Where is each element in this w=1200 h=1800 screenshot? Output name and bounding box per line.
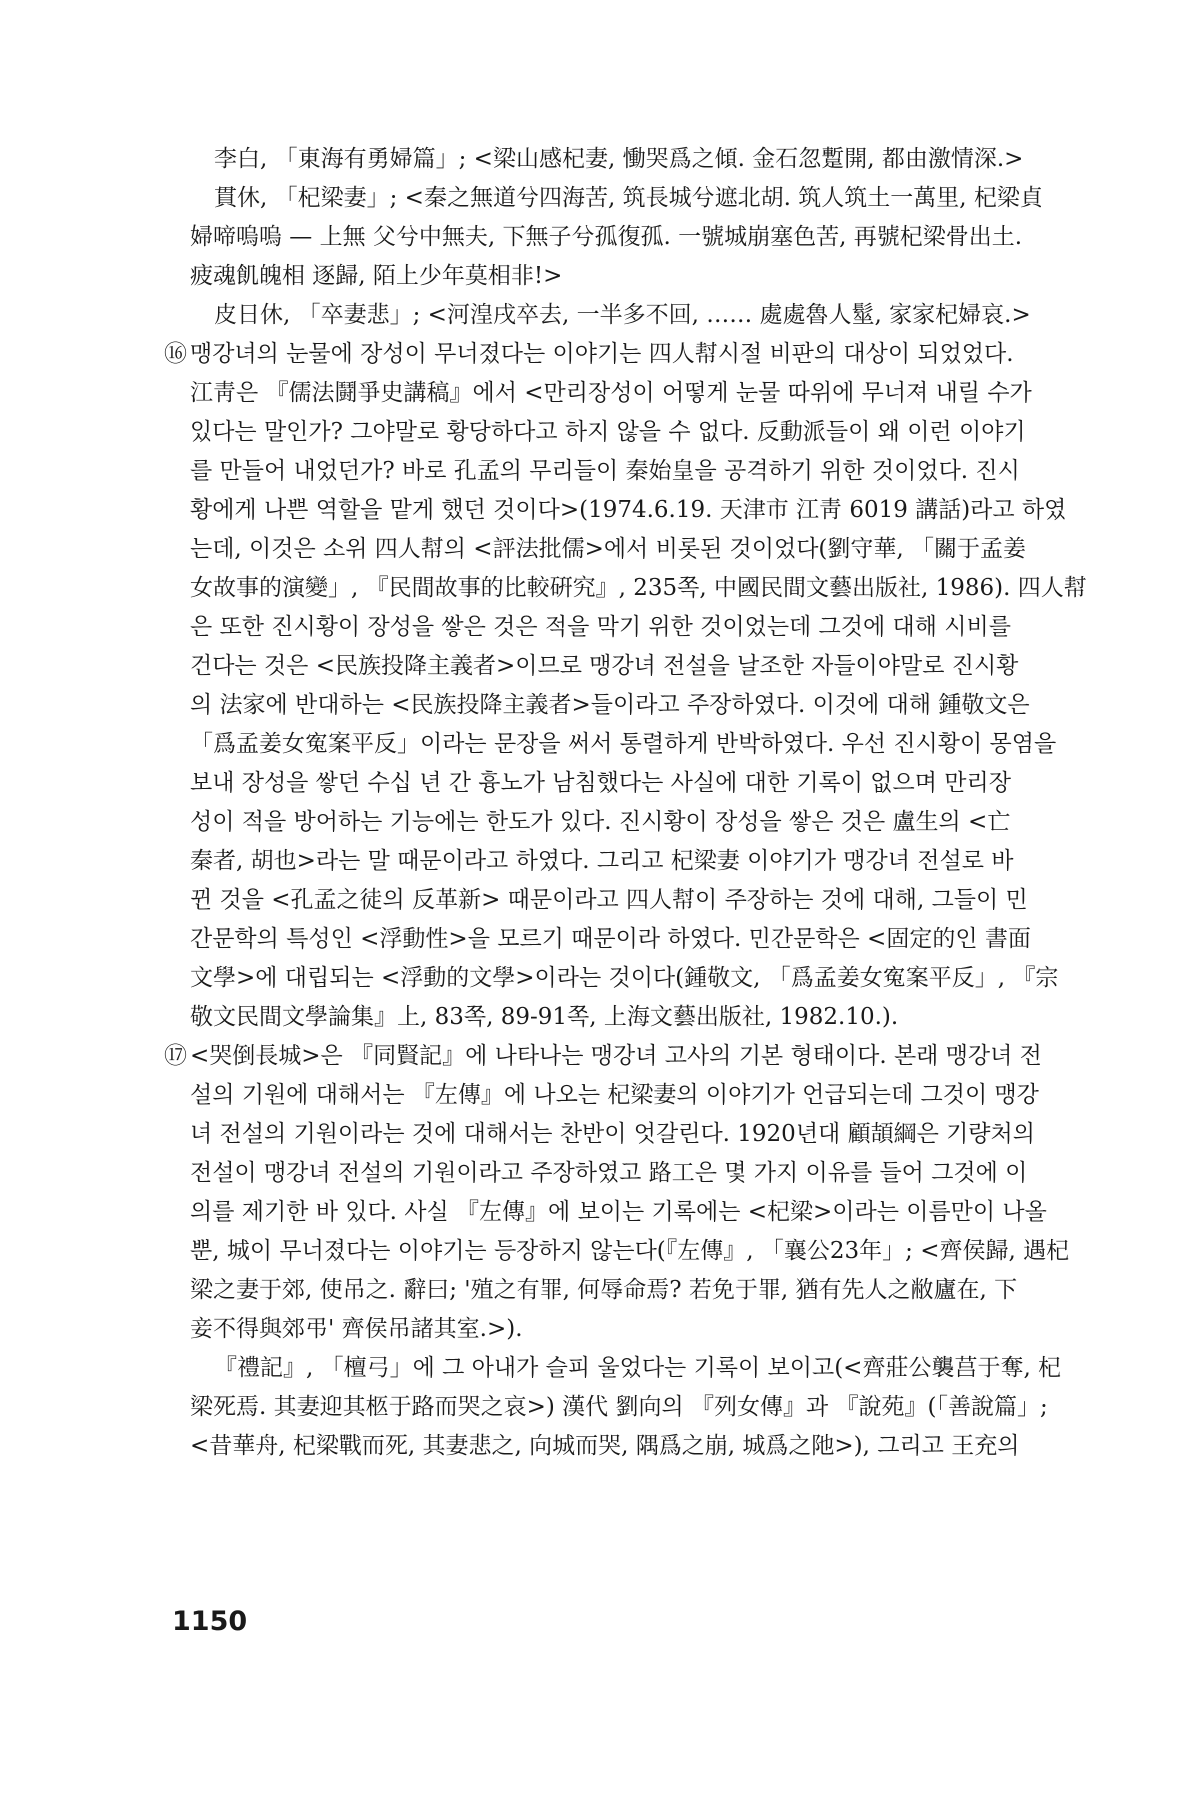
footnote-line: 女故事的演變」, 『民間故事的比較硏究』, 235쪽, 中國民間文藝出版社, 1986). 四人幇 bbox=[190, 575, 1087, 601]
footnote-line: 건다는 것은 <民族投降主義者>이므로 맹강녀 전설을 날조한 자들이야말로 진시황 bbox=[190, 653, 1019, 679]
footnote-line: 秦者, 胡也>라는 말 때문이라고 하였다. 그리고 杞梁妻 이야기가 맹강녀 전설로 바 bbox=[190, 848, 1014, 874]
page-body bbox=[164, 140, 1087, 1466]
footnote-line bbox=[164, 335, 1050, 374]
footnote-marker: ⑰ bbox=[164, 1043, 187, 1069]
footnote-line: 전설이 맹강녀 전설의 기원이라고 주장하였고 路工은 몇 가지 이유를 들어 그것에 이 bbox=[190, 1160, 1028, 1186]
quote-line: 皮日休, 「卒妻悲」; <河湟戌卒去, 一半多不回, …… 處處魯人髽, 家家杞婦哀.> bbox=[214, 302, 1031, 328]
footnote-line: 황에게 나쁜 역할을 맡게 했던 것이다>(1974.6.19. 天津市 江靑 6019 講話)라고 하였 bbox=[190, 497, 1067, 523]
footnote-line: 있다는 말인가? 그야말로 황당하다고 하지 않을 수 없다. 反動派들이 왜 이런 이야기 bbox=[190, 419, 1026, 445]
footnote-line: 의를 제기한 바 있다. 사실 『左傳』에 보이는 기록에는 <杞梁>이라는 이름만이 나올 bbox=[190, 1199, 1047, 1225]
footnote-17 bbox=[164, 1037, 1070, 1466]
footnote-line: 뿐, 城이 무너졌다는 이야기는 등장하지 않는다(『左傳』, 「襄公23年」; <齊侯歸, 遇杞 bbox=[190, 1238, 1070, 1264]
footnote-text: <哭倒長城>은 『同賢記』에 나타나는 맹강녀 고사의 기본 형태이다. 본래 맹강녀 전 bbox=[190, 1043, 1042, 1069]
footnote-line: 文學>에 대립되는 <浮動的文學>이라는 것이다(鍾敬文, 「爲孟姜女寃案平反」, 『宗 bbox=[190, 965, 1059, 991]
footnote-line: 梁之妻于郊, 使吊之. 辭曰; '殖之有罪, 何辱命焉? 若免于罪, 猶有先人之敝廬在, 下 bbox=[190, 1277, 1018, 1303]
footnote-line bbox=[164, 1037, 1050, 1076]
footnote-line: 梁死焉. 其妻迎其柩于路而哭之哀>) 漢代 劉向의 『列女傳』과 『說苑』(「善說篇」; bbox=[190, 1394, 1048, 1420]
footnote-line: 설의 기원에 대해서는 『左傳』에 나오는 杞梁妻의 이야기가 언급되는데 그것이 맹강 bbox=[190, 1082, 1039, 1108]
footnote-line: <昔華舟, 杞梁戰而死, 其妻悲之, 向城而哭, 隅爲之崩, 城爲之阤>), 그리고 王充의 bbox=[190, 1433, 1020, 1459]
footnote-marker: ⑯ bbox=[164, 341, 187, 367]
footnote-line: 江靑은 『儒法鬪爭史講稿』에서 <만리장성이 어떻게 눈물 따위에 무너져 내릴 수가 bbox=[190, 380, 1032, 406]
footnote-line: 뀐 것을 <孔孟之徒의 反革新> 때문이라고 四人幇이 주장하는 것에 대해, 그들이 민 bbox=[190, 887, 1028, 913]
quote-line: 疲魂飢魄相 逐歸, 陌上少年莫相非!> bbox=[190, 263, 563, 289]
footnote-line: 녀 전설의 기원이라는 것에 대해서는 찬반이 엇갈린다. 1920년대 顧頡綱은 기량처의 bbox=[190, 1121, 1035, 1147]
footnote-line: 보내 장성을 쌓던 수십 년 간 흉노가 남침했다는 사실에 대한 기록이 없으며 만리장 bbox=[190, 770, 1011, 796]
quote-line: 婦啼嗚嗚 — 上無 父兮中無夫, 下無子兮孤復孤. 一號城崩塞色苦, 再號杞梁骨出土. bbox=[190, 224, 1023, 250]
quote-line: 李白, 「東海有勇婦篇」; <梁山感杞妻, 慟哭爲之傾. 金石忽蹔開, 都由激情深.> bbox=[214, 146, 1024, 172]
poem-quotes bbox=[190, 140, 1050, 335]
footnote-16 bbox=[164, 335, 1087, 1037]
footnote-text: 맹강녀의 눈물에 장성이 무너졌다는 이야기는 四人幇시절 비판의 대상이 되었었다. bbox=[190, 341, 1014, 367]
footnote-line: 는데, 이것은 소위 四人幇의 <評法批儒>에서 비롯된 것이었다(劉守華, 「關于孟姜 bbox=[190, 536, 1027, 562]
footnote-line: 를 만들어 내었던가? 바로 孔孟의 무리들이 秦始皇을 공격하기 위한 것이었다. 진시 bbox=[190, 458, 1020, 484]
footnote-line: 성이 적을 방어하는 기능에는 한도가 있다. 진시황이 장성을 쌓은 것은 盧生의 <亡 bbox=[190, 809, 1011, 835]
footnote-line: 妾不得與郊弔' 齊侯吊諸其室.>). bbox=[190, 1316, 523, 1342]
footnote-line: 의 法家에 반대하는 <民族投降主義者>들이라고 주장하였다. 이것에 대해 鍾敬文은 bbox=[190, 692, 1030, 718]
footnote-line: 「爲孟姜女寃案平反」이라는 문장을 써서 통렬하게 반박하였다. 우선 진시황이 몽염을 bbox=[190, 731, 1057, 757]
footnote-line: 敬文民間文學論集』上, 83쪽, 89-91쪽, 上海文藝出版社, 1982.10.). bbox=[190, 1004, 899, 1030]
page-number: 1150 bbox=[172, 1606, 248, 1637]
quote-line: 貫休, 「杞梁妻」; <秦之無道兮四海苦, 筑長城兮遮北胡. 筑人筑土一萬里, 杞梁貞 bbox=[214, 185, 1043, 211]
footnote-line: 간문학의 특성인 <浮動性>을 모르기 때문이라 하였다. 민간문학은 <固定的인 書面 bbox=[190, 926, 1031, 952]
footnote-line: 은 또한 진시황이 장성을 쌓은 것은 적을 막기 위한 것이었는데 그것에 대해 시비를 bbox=[190, 614, 1011, 640]
footnote-line: 『禮記』, 「檀弓」에 그 아내가 슬피 울었다는 기록이 보이고(<齊莊公襲莒于奪, 杞 bbox=[214, 1355, 1062, 1381]
